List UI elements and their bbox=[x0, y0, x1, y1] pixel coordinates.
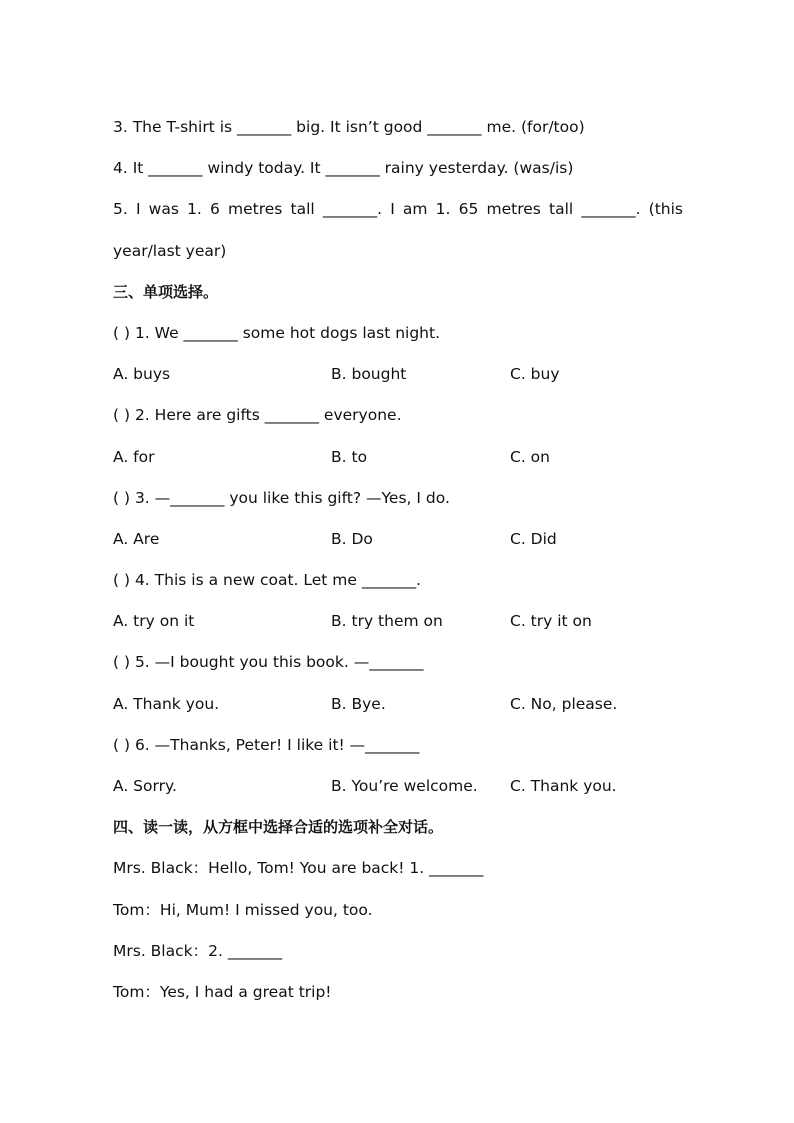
option-b: B. You’re welcome. bbox=[331, 777, 478, 795]
section-3-heading: 三、单项选择。 bbox=[113, 282, 219, 301]
worksheet-page bbox=[113, 107, 683, 1013]
option-c: C. try it on bbox=[510, 612, 592, 631]
option-c: C. on bbox=[510, 447, 550, 466]
mc-options-3 bbox=[113, 519, 683, 560]
mc-question-2: ( ) 2. Here are gifts _______ everyone. bbox=[113, 406, 402, 425]
fill-question-3: 3. The T-shirt is _______ big. It isn’t good _______ me. (for/too) bbox=[113, 118, 585, 136]
option-a: A. Are bbox=[113, 529, 160, 548]
option-c: C. Did bbox=[510, 529, 557, 548]
option-c: C. No, please. bbox=[510, 694, 618, 713]
option-a: A. for bbox=[113, 447, 155, 466]
mc-options-2 bbox=[113, 437, 683, 478]
fill-question-5-line2: year/last year) bbox=[113, 241, 227, 260]
dialogue-line-3: Mrs. Black：2. _______ bbox=[113, 941, 283, 960]
option-b: B. to bbox=[331, 447, 368, 466]
option-b: B. try them on bbox=[331, 612, 443, 631]
mc-question-5: ( ) 5. —I bought you this book. —_______ bbox=[113, 653, 424, 672]
mc-options-5 bbox=[113, 684, 683, 725]
mc-options-6 bbox=[113, 766, 683, 807]
dialogue-line-4: Tom：Yes, I had a great trip! bbox=[113, 982, 332, 1001]
dialogue-line-1: Mrs. Black：Hello, Tom! You are back! 1. _______ bbox=[113, 859, 484, 878]
option-b: B. Bye. bbox=[331, 694, 386, 713]
section-4-heading: 四、读一读，从方框中选择合适的选项补全对话。 bbox=[113, 818, 444, 837]
mc-question-6: ( ) 6. —Thanks, Peter! I like it! —_______ bbox=[113, 735, 420, 754]
option-c: C. Thank you. bbox=[510, 777, 617, 795]
fill-question-4: 4. It _______ windy today. It _______ rainy yesterday. (was/is) bbox=[113, 159, 574, 178]
fill-question-5-line1: 5. I was 1. 6 metres tall _______. I am 1. 65 metres tall _______. (this bbox=[113, 200, 683, 219]
option-a: A. buys bbox=[113, 365, 171, 384]
mc-question-4: ( ) 4. This is a new coat. Let me _______. bbox=[113, 571, 422, 590]
mc-question-1: ( ) 1. We _______ some hot dogs last night. bbox=[113, 323, 440, 342]
option-a: A. Thank you. bbox=[113, 694, 220, 713]
mc-question-3: ( ) 3. —_______ you like this gift? —Yes, I do. bbox=[113, 488, 450, 507]
mc-options-1 bbox=[113, 354, 683, 395]
dialogue-line-2: Tom：Hi, Mum! I missed you, too. bbox=[113, 900, 373, 919]
option-b: B. Do bbox=[331, 529, 373, 548]
option-a: A. Sorry. bbox=[113, 777, 177, 795]
mc-options-4 bbox=[113, 601, 683, 642]
option-b: B. bought bbox=[331, 365, 407, 384]
option-a: A. try on it bbox=[113, 612, 195, 631]
option-c: C. buy bbox=[510, 365, 560, 384]
